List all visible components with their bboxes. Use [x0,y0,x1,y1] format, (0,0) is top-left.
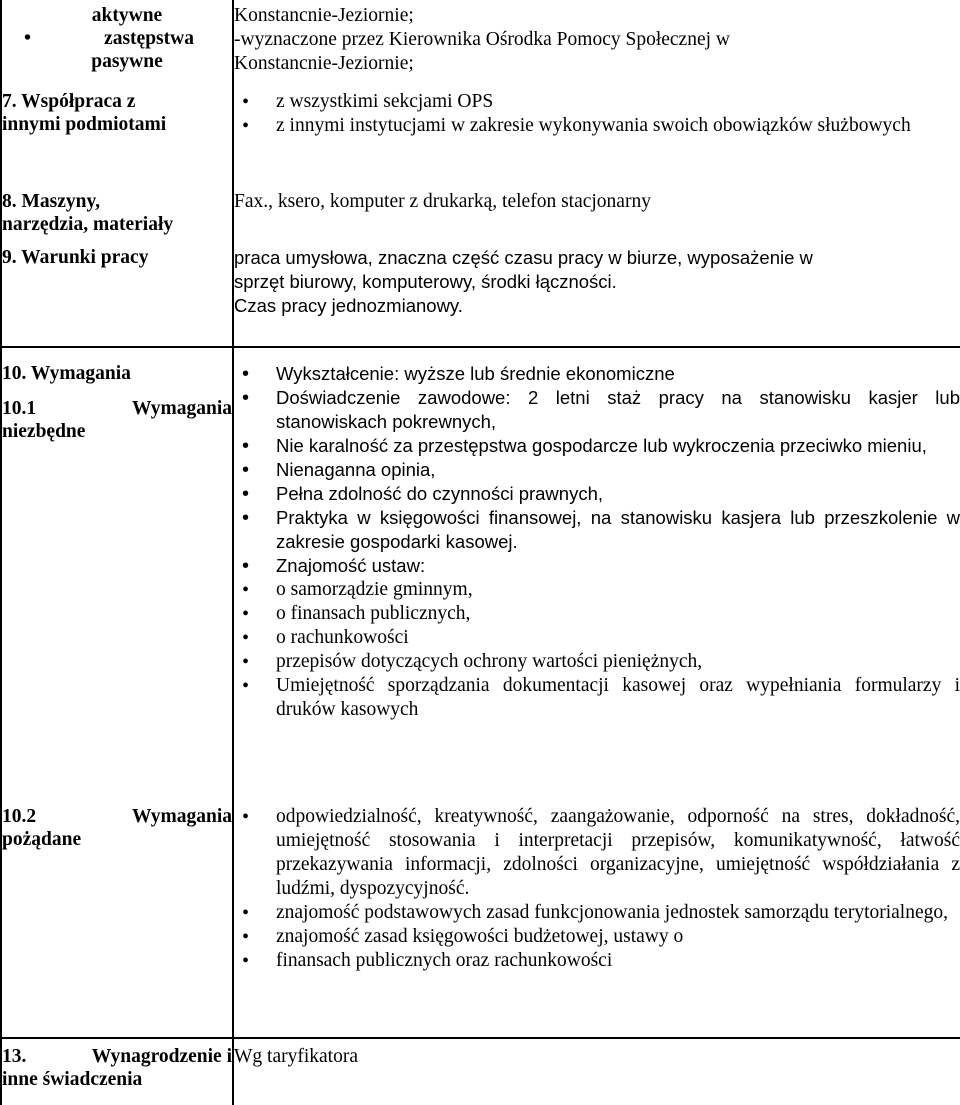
label-cooperation [1,84,233,182]
row-equipment [1,182,960,244]
value-requirements [233,347,960,799]
list-item: • Umiejętność sporządzania dokumentacji kasowej oraz wypełniania formularzy i druków kasowych [234,674,960,722]
list-item: • Nie karalność za przestępstwa gospodarcze lub wykroczenia przeciwko mieniu, [234,434,960,458]
list-item: • Praktyka w księgowości finansowej, na stanowisku kasjera lub przeszkolenie w zakresie gospodarki kasowej. [234,506,960,554]
value-line: Konstancnie-Jeziornie; [234,5,414,26]
value-line: Konstancnie-Jeziornie; [234,53,414,74]
label-line: 8. Maszyny, [2,191,101,212]
list-item: • Wykształcenie: wyższe lub średnie ekonomiczne [234,362,960,386]
list-item: • Pełna zdolność do czynności prawnych, [234,482,960,506]
row-requirements [1,347,960,799]
label-number: 10.1 [2,398,37,419]
label-line: narzędzia, materiały [2,214,174,235]
label-line: aktywne [91,5,163,26]
list-item: • znajomość podstawowych zasad funkcjonowania jednostek samorządu terytorialnego, [234,901,960,925]
label-word: Wymagania [131,398,232,419]
label-preferred [1,799,233,1038]
label-substitutions [1,0,233,84]
value-line: praca umysłowa, znaczna część czasu pracy w biurze, wyposażenie w [234,247,813,268]
label-line: innymi podmiotami [2,114,167,135]
value-line: Czas pracy jednozmianowy. [234,295,463,316]
list-item: • Doświadczenie zawodowe: 2 letni staż pracy na stanowisku kasjer lub stanowiskach pokrewnych, [234,386,960,434]
list-item: • znajomość zasad księgowości budżetowej, ustawy o [234,925,960,949]
value-equipment [233,182,960,244]
value-preferred [233,799,960,1038]
label-word: Wynagrodzenie i [91,1046,232,1067]
label-line: 10. Wymagania [2,363,131,384]
value-conditions [233,244,960,347]
label-line: pożądane [2,829,82,850]
label-conditions [1,244,233,347]
value-line: sprzęt biurowy, komputerowy, środki łączności. [234,271,617,292]
list-item: • Znajomość ustaw: [234,554,960,578]
value-line: Fax., ksero, komputer z drukarką, telefon stacjonarny [234,191,651,212]
list-item: • finansach publicznych oraz rachunkowości [234,949,960,973]
value-line: -wyznaczone przez Kierownika Ośrodka Pomocy Społecznej w [234,29,730,50]
list-item: • o finansach publicznych, [234,602,960,626]
value-salary [233,1038,960,1105]
label-line: 7. Współpraca z [2,91,136,112]
value-line: Wg taryfikatora [234,1046,358,1067]
list-item: • o rachunkowości [234,626,960,650]
label-requirements [1,347,233,799]
row-preferred [1,799,960,1038]
list-item: • Nienaganna opinia, [234,458,960,482]
row-salary [1,1038,960,1105]
row-cooperation [1,84,960,182]
value-cooperation [233,84,960,182]
label-salary [1,1038,233,1105]
list-item: • o samorządzie gminnym, [234,578,960,602]
label-line: niezbędne [2,421,86,442]
row-conditions [1,244,960,347]
label-line: 9. Warunki pracy [2,247,149,268]
label-word: Wymagania [131,806,232,827]
value-substitutions [233,0,960,84]
row-substitutions [1,0,960,84]
label-number: 13. [2,1046,27,1067]
label-number: 10.2 [2,806,37,827]
list-item: • z wszystkimi sekcjami OPS [234,90,960,114]
list-item: • z innymi instytucjami w zakresie wykonywania swoich obowiązków służbowych [234,114,960,138]
label-line: inne świadczenia [2,1069,143,1090]
label-bullet-line: • zastępstwa [2,27,232,50]
label-line: pasywne [91,51,163,72]
list-item: • przepisów dotyczących ochrony wartości pieniężnych, [234,650,960,674]
list-item: • odpowiedzialność, kreatywność, zaangażowanie, odporność na stres, dokładność, umiejętność stosowania i interpretacji przepisów, komunikatywność, łatwość przekazywania informacji, zdolności organizacyjne, umiejętność współdziałania z ludźmi, dyspozycyjność. [234,805,960,901]
label-equipment [1,182,233,244]
